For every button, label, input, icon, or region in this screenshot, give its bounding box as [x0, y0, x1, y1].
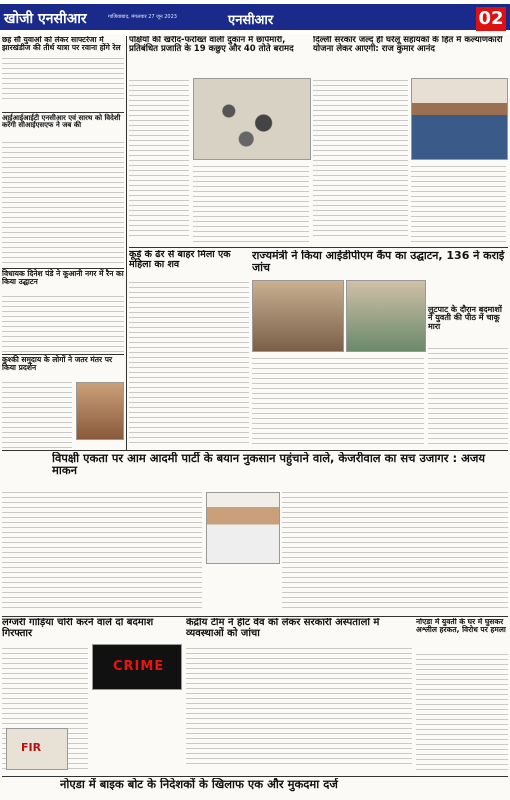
banner-text-2: [282, 488, 508, 612]
fir-label: FIR: [21, 741, 42, 754]
top-right-story: [313, 36, 508, 246]
top-mid-text: [129, 76, 189, 236]
left-text-1: [2, 54, 124, 100]
top-right-headline: दिल्ली सरकार जल्द ही घरेलू सहायकों के हित में कल्याणकारी योजना लेकर आएगी: राज कुमार आनंद: [313, 36, 503, 54]
loot-text: [428, 344, 508, 444]
divider: [2, 776, 508, 777]
left-headline-4: कुश्की समुदाय के लोगों ने जतर मंतर पर किया प्रदर्शन: [2, 355, 113, 372]
banner-text-1: [2, 488, 202, 612]
column-rule: [126, 36, 127, 450]
loot-headline: लूटपाट के दौरान बदमाशों ने युवती की पीठ में चाकू मारा: [428, 305, 502, 331]
page-number: 02: [476, 7, 506, 31]
left-headline-1: छह सौ युवाओं को लेकर साफ्टरेजा में झारखंडीज की तीर्थ यात्रा पर रवाना होंगे रेल: [2, 36, 121, 52]
turtles-photo: [193, 78, 311, 160]
crime-graphic: [92, 644, 182, 690]
top-right-text: [313, 76, 408, 236]
maken-photo: [206, 492, 280, 564]
date-line: गाजियाबाद, मंगलवार 27 जून 2023: [108, 14, 177, 20]
heat-story: [186, 618, 412, 768]
top-mid-story: [129, 36, 311, 246]
divider: [2, 450, 508, 451]
camp-headline: राज्यमंत्री ने किया आईडीपीएम कैंप का उद्घाटन, 136 ने कराई जांच: [252, 250, 505, 274]
left-text-2: [2, 138, 124, 266]
camp-photo-2: [346, 280, 426, 352]
banner-body: [2, 488, 508, 614]
divider: [2, 112, 124, 113]
protest-photo: [76, 382, 124, 440]
right-bottom-headline: नोएडा में युवती के घर में घुसकर अश्लील हरकत, विरोध पर हमला: [416, 618, 506, 634]
masthead-band: [0, 4, 510, 30]
right-bottom-story: [416, 618, 508, 774]
bikebot-story: [60, 778, 480, 800]
bikebot-headline: नोएडा में बाइक बोट के निदेशकों के खिलाफ एक और मुकदमा दर्ज: [60, 778, 338, 791]
divider: [129, 247, 508, 248]
paper-name: खोजी एनसीआर: [4, 11, 87, 27]
divider: [2, 616, 508, 617]
fir-graphic: [6, 728, 68, 770]
heat-text: [186, 644, 412, 766]
theft-headline: लग्जरी गाड़ियां चोरी करने वाले दो बदमाश गिरफ्तार: [2, 618, 154, 639]
top-right-text-2: [411, 162, 506, 242]
left-column: [2, 36, 124, 450]
body-found-headline: कूड़े के ढेर से बाहर मिला एक महिला का शव: [129, 250, 231, 270]
body-found-text: [129, 278, 249, 444]
top-mid-text-2: [193, 162, 309, 242]
left-text-3: [2, 292, 124, 352]
right-bottom-text: [416, 650, 508, 772]
camp-photo-1: [252, 280, 344, 352]
section-title: एनसीआर: [228, 13, 274, 28]
banner-headline: विपक्षी एकता पर आम आदमी पार्टी के बयान नुकसान पहुंचाने वाले, केजरीवाल का सच उजागर : अजय माकन: [52, 452, 486, 478]
theft-story: [2, 618, 182, 774]
masthead: [0, 0, 510, 34]
left-headline-3: विधायक दिनेश पंडे ने कूआनी नगर में रैन का किया उद्घाटन: [2, 269, 124, 286]
banner-story: [52, 452, 508, 484]
left-text-4: [2, 378, 72, 450]
mid-right-story: [252, 250, 508, 446]
left-headline-2: आईआईआईटी एनसीआर एवं सारथ को विदेशी करेंगी सीआईएसएफ ने जब की: [2, 114, 121, 130]
top-mid-headline: पक्षियों की खरीद-फरोख्त वाली दुकान में छापेमारी, प्रतिबंधित प्रजाति के 19 कछुए और 40 तोते बरामद: [129, 36, 294, 54]
mid-left-story: [129, 250, 249, 446]
camp-text: [252, 354, 424, 444]
heat-headline: केंद्रीय टीम ने हीट वेव को लेकर सरकारी अस्पतालों में व्यवस्थाओं को जांचा: [186, 618, 380, 639]
crime-label: CRIME: [113, 659, 165, 674]
minister-photo: [411, 78, 508, 160]
